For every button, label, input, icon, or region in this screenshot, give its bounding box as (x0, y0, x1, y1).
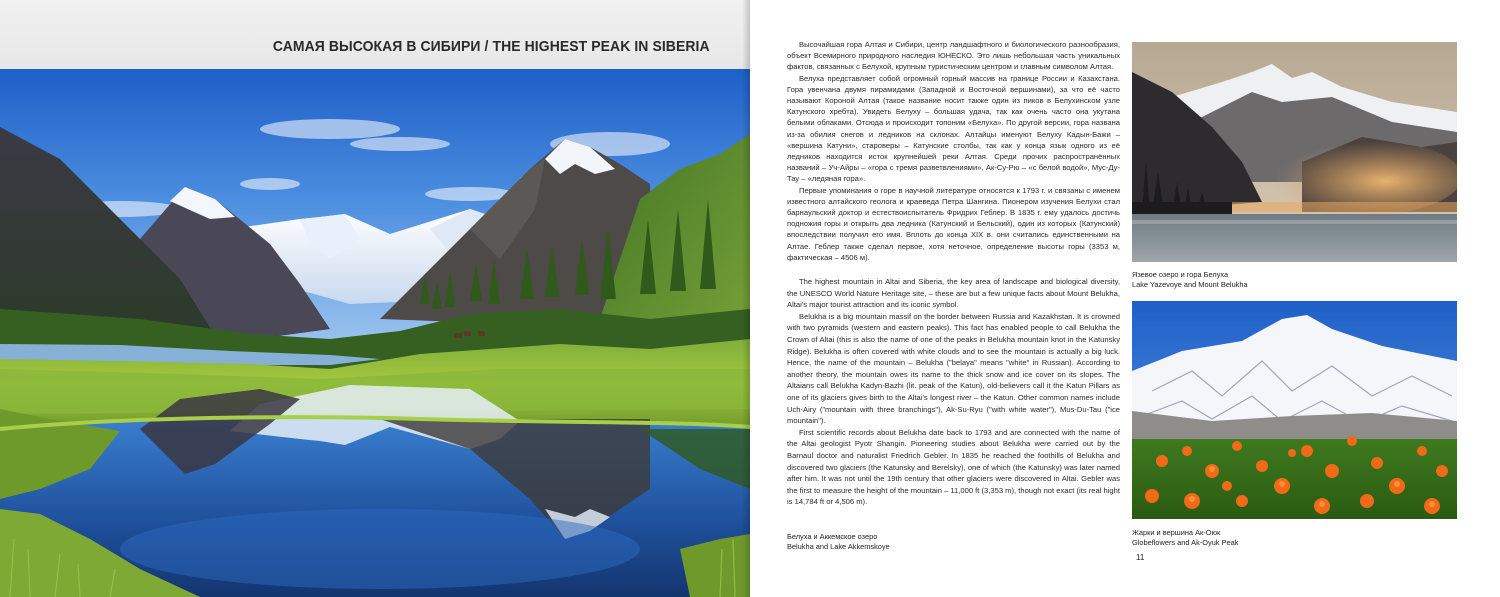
russian-text-block (787, 39, 1120, 263)
main-photo-caption-ru: Белуха и Аккемское озеро (787, 532, 878, 541)
russian-paragraph-2: Белуха представляет собой огромный горный массив на границе России и Казахстана. Гора увенчана двумя пирамидами (Западной и Восточной вершинами), за что её часто называют Короной Алтая (такое название носит также один из пиков в Белухинском узле Катунского хребта). Увидеть Белуху – большая удача, так как очень часто она укутана белыми облаками. Отсюда и происходит топоним «Белуха». По другой версии, гора названа из-за обилия снегов и ледников на склонах. Алтайцы именуют Белуху Кадын-Бажи – «вершина Катуни», староверы – Катунские столбы, так как у конца язык одного из её ледников находится исток крупнейшей реки Алтая. Среди прочих распространённых названий – Уч-Айры – «гора с тремя разветвлениями», Ак-Су-Рю – «с белой водой», Мус-Ду-Тау – «ледяная гора». (787, 73, 1120, 184)
right-page (750, 0, 1500, 597)
english-paragraph-1: The highest mountain in Altai and Siberia, the key area of landscape and biological diversity, the UNESCO World Nature Heritage site, – these are but a few unique facts about Mount Belukha, Altai's major tourist attraction and its iconic symbol. (787, 277, 1120, 310)
page-number: 11 (1136, 553, 1145, 562)
globeflowers-ak-oyuk-photo (1132, 301, 1457, 519)
flowers-photo-caption-en: Globeflowers and Ak-Oyuk Peak (1132, 538, 1239, 547)
english-paragraph-2: Belukha is a big mountain massif on the border between Russia and Kazakhstan. It is crowned with two pyramids (western and eastern peaks). This fact has enabled people to call Belukha the Crown of Altai (this is also the name of one of the peaks in Belukha mountain knot in the Katunsky Ridge). Belukha is often covered with white clouds and to see the mountain is actually a big luck. Hence, the name of the mountain – Belukha ("belaya" means "white" in Russian). According to another theory, the mountain owes its name to the thick snow and ice cover on its slopes. The Altaians call Belukha Kadyn-Bazhi (lit. peak of the Katun), old-believers call it the Katun Pillars as one of its glaciers gives birth to the Altai's longest river – the Katun. Other common names include Uch-Airy ("mountain with three branchings"), Ak-Su-Ryu ("with white water"), Mus-Du-Tau ("ice mountain"). (787, 311, 1120, 426)
title-band (0, 0, 750, 69)
lake-photo-caption (1132, 270, 1248, 290)
page-title: САМАЯ ВЫСОКАЯ В СИБИРИ / THE HIGHEST PEAK IN SIBERIA (273, 38, 710, 55)
russian-paragraph-3: Первые упоминания о горе в научной литературе относятся к 1793 г. и связаны с именем известного алтайского геолога и краеведа Петра Шангина. Пионером изучения Белухи стал барнаульский доктор и естествоиспытатель Фридрих Геблер. В 1835 г. ему удалось достичь подножия горы и открыть два ледника (Катунский и Бельский), один из которых (Катунский) впоследствии получил его имя. Вплоть до конца XIX в. они считались единственными на Алтае. Геблер также сделал первое, хотя неточное, определение высоты горы (3353 м, фактическая – 4506 м). (787, 185, 1120, 262)
lake-photo-caption-ru: Язевое озеро и гора Белуха (1132, 270, 1229, 279)
english-text-block (787, 276, 1120, 508)
main-photo-caption-en: Belukha and Lake Akkemskoye (787, 542, 890, 551)
english-paragraph-3: First scientific records about Belukha date back to 1793 and are connected with the name of the Altai geologist Pyotr Shangin. Pioneering studies about Belukha were carried out by the Barnaul doctor and naturalist Friedrich Gebler. In 1835 he reached the foothills of Belukha and discovered two glaciers (the Katunsky and Berelsky), one of which (the Katunsky) was later named after him. It was not until the 19th century that other glaciers were discovered in Altai. Gebler was the first to measure the height of the mountain – 11,000 ft (3,353 m), though not exact (its real hight is 14,784 ft or 4,506 m). (787, 427, 1120, 507)
flowers-photo-caption-ru: Жарки и вершина Ак-Оюк (1132, 528, 1221, 537)
flowers-photo-caption (1132, 528, 1238, 548)
russian-paragraph-1: Высочайшая гора Алтая и Сибири, центр ландшафтного и биологического разнообразия, объект Всемирного природного наследия ЮНЕСКО. Это лишь небольшая часть уникальных фактов, связанных с Белухой, крупным туристическим центром и главным символом Алтая. (787, 40, 1120, 72)
main-photo-caption (787, 532, 890, 552)
main-photo-belukha-akkem-lake (0, 69, 750, 597)
lake-yazevoye-photo (1132, 42, 1457, 262)
lake-photo-caption-en: Lake Yazevoye and Mount Belukha (1132, 280, 1248, 289)
